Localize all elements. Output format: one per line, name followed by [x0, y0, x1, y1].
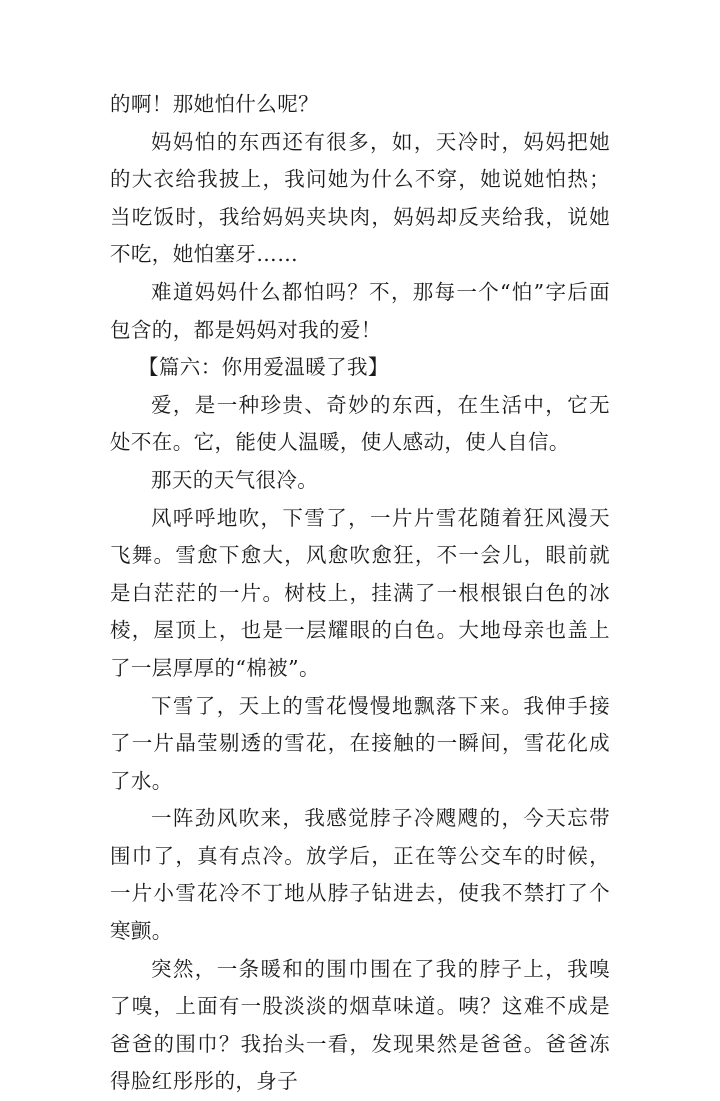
- paragraph-dad-scarf: 突然，一条暖和的围巾围在了我的脖子上，我嗅了嗅，上面有一股淡淡的烟草味道。咦？这难不成是爸爸的围巾？我抬头一看，发现果然是爸爸。爸爸冻得脸红彤彤的，身子: [110, 956, 610, 1094]
- paragraph-cold-neck: 一阵劲风吹来，我感觉脖子冷飕飕的，今天忘带围巾了，真有点冷。放学后，正在等公交车的时候，一片小雪花冷不丁地从脖子钻进去，使我不禁打了个寒颤。: [110, 806, 610, 944]
- section-heading: 【篇六：你用爱温暖了我】: [138, 355, 389, 380]
- paragraph-snowfall: 风呼呼地吹，下雪了，一片片雪花随着狂风漫天飞舞。雪愈下愈大，风愈吹愈狂，不一会儿，眼前就是白茫茫的一片。树枝上，挂满了一根根银白色的冰棱，屋顶上，也是一层耀眼的白色。大地母亲也盖上了一层厚厚的“棉被”。: [110, 505, 610, 680]
- paragraph-cold-day: 那天的天气很冷。: [151, 467, 319, 492]
- paragraph-love-intro: 爱，是一种珍贵、奇妙的东西，在生活中，它无处不在。它，能使人温暖，使人感动，使人自信。: [110, 392, 610, 455]
- paragraph-mom-fears: 妈妈怕的东西还有很多，如，天冷时，妈妈把她的大衣给我披上，我问她为什么不穿，她说她怕热；当吃饭时，我给妈妈夹块肉，妈妈却反夹给我，说她不吃，她怕塞牙……: [110, 129, 610, 267]
- paragraph-catch-snowflake: 下雪了，天上的雪花慢慢地飘落下来。我伸手接了一片晶莹剔透的雪花，在接触的一瞬间，雪花化成了水。: [110, 693, 610, 793]
- paragraph-continuation: 的啊！那她怕什么呢？: [110, 92, 319, 116]
- essay-body: [110, 86, 610, 1101]
- paragraph-mom-love: 难道妈妈什么都怕吗？不，那每一个“怕”字后面包含的，都是妈妈对我的爱！: [110, 279, 610, 342]
